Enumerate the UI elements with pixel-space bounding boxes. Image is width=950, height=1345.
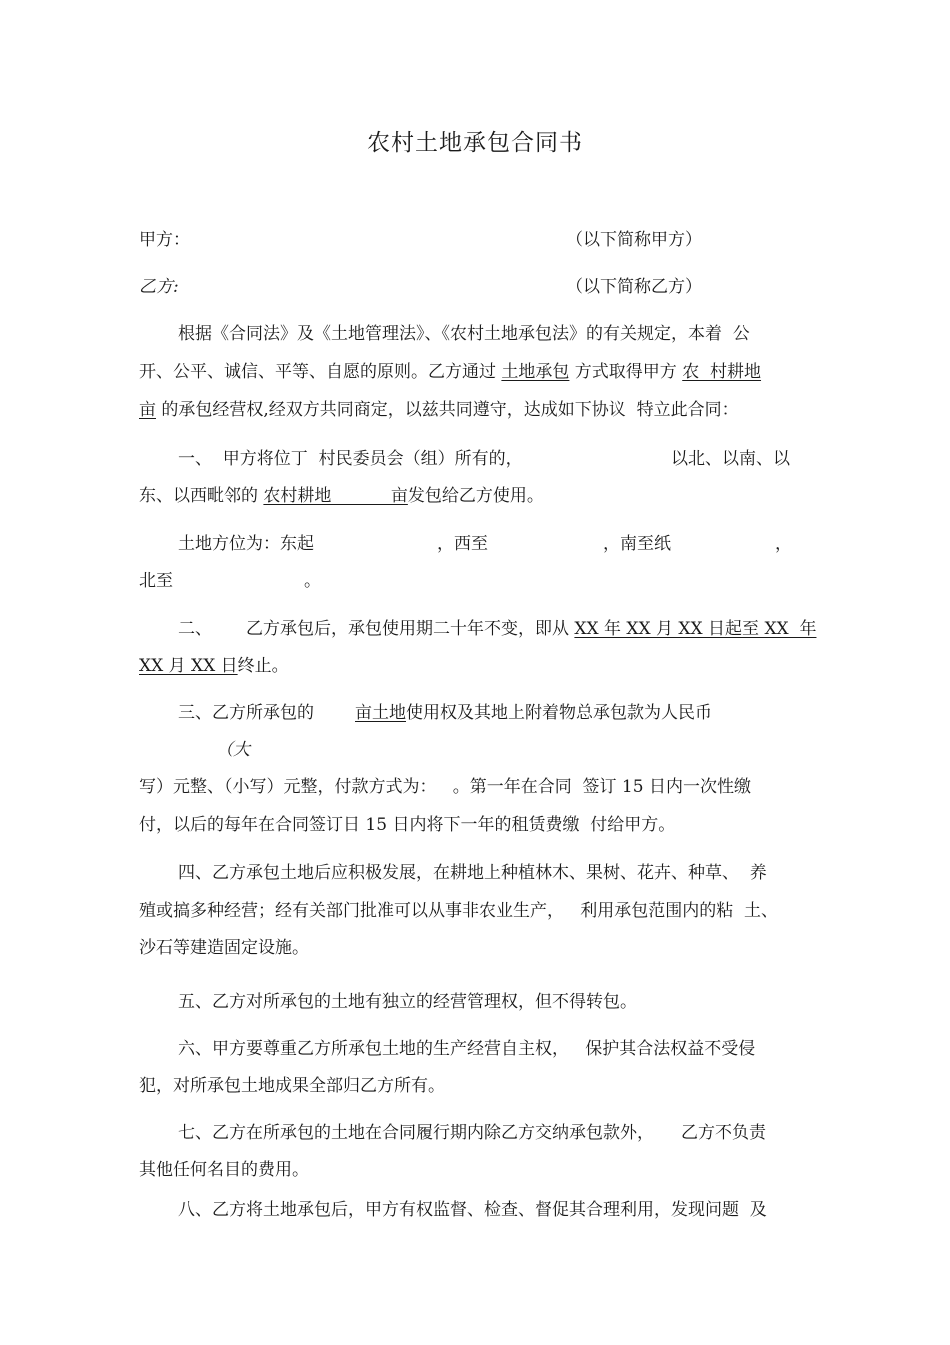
location-north: 北至: [139, 571, 173, 591]
term-start: XX 年 XX 月 XX 日起至 XX 年: [574, 619, 817, 639]
party-a-label: 甲方：: [139, 230, 190, 250]
contract-method: 土地承包: [501, 362, 570, 382]
land-area: 农村耕地 亩: [263, 486, 408, 506]
location-comma: ，: [775, 534, 792, 554]
location-south: ，南至纸: [603, 534, 671, 554]
art1-line-1b: 以北、以南、以: [671, 449, 790, 469]
art2-line-2: XX 月 XX 日终止。: [139, 656, 289, 676]
unit-mu: 亩: [139, 400, 156, 420]
art3-line-1a: 三、乙方所承包的: [178, 703, 314, 723]
art4-line-3: 沙石等建造固定设施。: [139, 938, 309, 958]
art3-line-1b: 亩土地使用权及其地上附着物总承包款为人民币: [355, 703, 712, 723]
art6-line-1: 六、甲方要尊重乙方所承包土地的生产经营自主权， 保护其合法权益不受侵: [178, 1039, 756, 1059]
art3-line-4: 付，以后的每年在合同签订日 15 日内将下一年的租赁费缴 付给甲方。: [139, 815, 676, 835]
location-west: ，西至: [437, 534, 488, 554]
art3-line-3: 写）元整、（小写）元整，付款方式为： 。第一年在合同 签订 15 日内一次性缴: [139, 777, 751, 797]
art6-line-2: 犯，对所承包土地成果全部归乙方所有。: [139, 1076, 445, 1096]
art7-line-1: 七、乙方在所承包的土地在合同履行期内除乙方交纳承包款外， 乙方不负责: [178, 1123, 767, 1143]
art1-line-2: 东、以西毗邻的 农村耕地 亩发包给乙方使用。: [139, 486, 544, 506]
art1-line-1a: 一、 甲方将位丁 村民委员会（组）所有的，: [178, 449, 523, 469]
intro-line-2: 开、公平、诚信、平等、自愿的原则。乙方通过 土地承包 方式取得甲方 农 村耕地: [139, 362, 762, 382]
intro-line-1: 根据《合同法》及《土地管理法》、《农村土地承包法》的有关规定，本着 公: [178, 324, 750, 344]
page-title: 农村土地承包合同书: [367, 130, 583, 156]
art3-line-2: （大: [216, 740, 250, 760]
art2-line-1: 乙方承包后，承包使用期二十年不变，即从 XX 年 XX 月 XX 日起至 XX 年: [246, 619, 817, 639]
art5-line-1: 五、乙方对所承包的土地有独立的经营管理权，但不得转包。: [178, 992, 637, 1012]
art8-line-1: 八、乙方将土地承包后，甲方有权监督、检查、督促其合理利用，发现问题 及: [178, 1200, 767, 1220]
party-b-note: （以下简称乙方）: [566, 277, 702, 297]
land-type: 农 村耕地: [682, 362, 762, 382]
location-period: 。: [304, 571, 321, 591]
party-a-note: （以下简称甲方）: [566, 230, 702, 250]
land-area-mu: 亩土地: [355, 703, 406, 723]
term-end: XX 月 XX 日: [139, 656, 238, 676]
intro-line-3: 亩 的承包经营权,经双方共同商定，以兹共同遵守，达成如下协议 特立此合同：: [139, 400, 739, 420]
art4-line-2: 殖或搞多种经营；经有关部门批准可以从事非农业生产， 利用承包范围内的粘 土、: [139, 901, 779, 921]
art7-line-2: 其他任何名目的费用。: [139, 1160, 309, 1180]
location-east: 土地方位为：东起: [178, 534, 314, 554]
party-b-label: 乙方:: [139, 277, 179, 297]
art4-line-1: 四、乙方承包土地后应积极发展，在耕地上种植林木、果树、花卉、种草、 养: [178, 863, 767, 883]
art2-number: 二、: [178, 619, 212, 639]
